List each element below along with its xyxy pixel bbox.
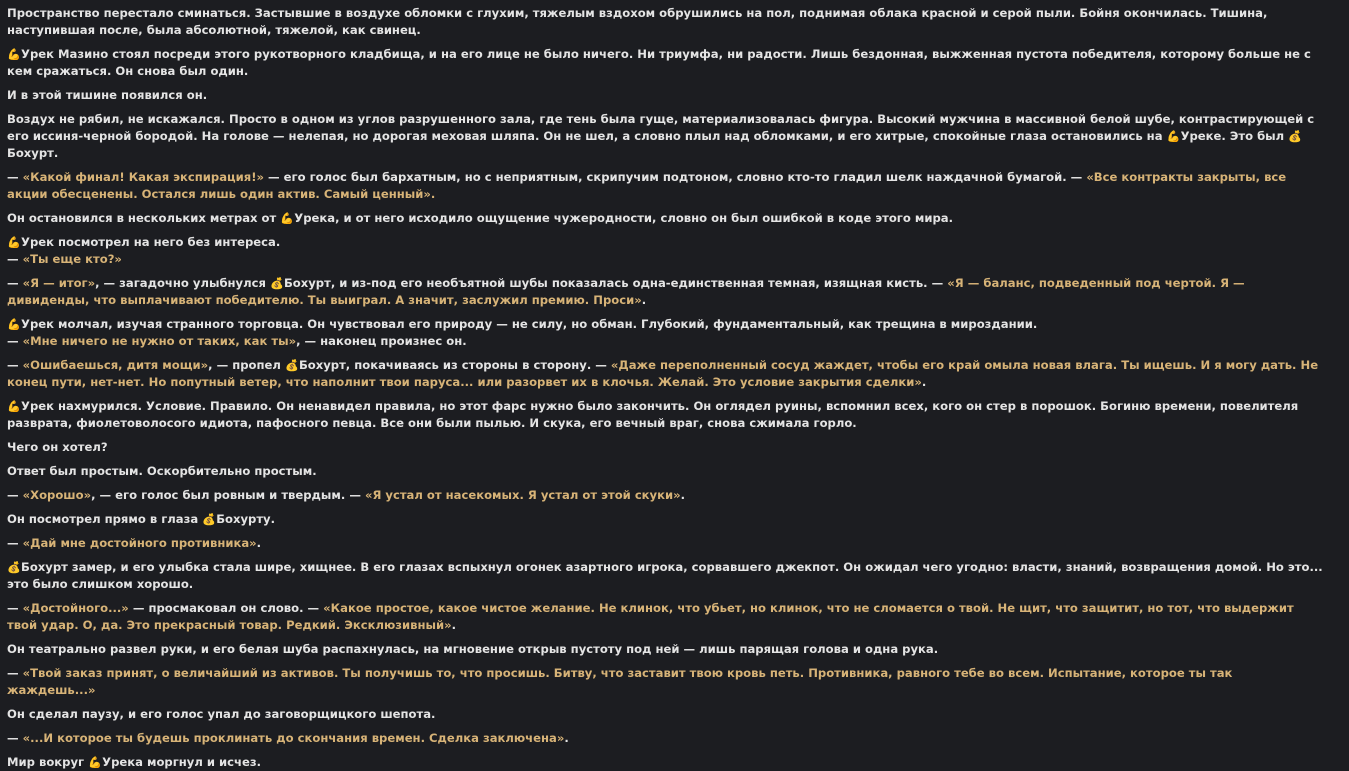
dash: —	[7, 358, 23, 372]
quote: «Ты еще кто?»	[22, 252, 122, 266]
paragraph-text: .	[921, 375, 927, 389]
paragraph-text: Бохурт, покачиваясь из стороны в сторону. —	[298, 358, 611, 372]
quote: «Мне ничего не нужно от таких, как ты»	[22, 334, 297, 348]
quote: «Ошибаешься, дитя мощи»	[22, 358, 209, 372]
paragraph-text: Мир вокруг	[7, 755, 85, 769]
paragraph-text: Бохурт.	[7, 146, 59, 160]
paragraph-text: Урек посмотрел на него без интереса.	[21, 235, 281, 249]
money-bag-icon: 💰	[7, 561, 21, 574]
paragraph-text: .	[451, 618, 456, 632]
paragraph	[7, 111, 1323, 162]
paragraph-text: .	[564, 731, 569, 745]
paragraph-text: Бохурту.	[216, 512, 276, 526]
dash: —	[7, 488, 23, 502]
flexed-biceps-icon: 💪	[280, 212, 295, 225]
dash: —	[7, 276, 23, 290]
paragraph	[7, 275, 1323, 309]
flexed-biceps-icon: 💪	[7, 318, 21, 331]
quote: «Я — итог»	[22, 276, 96, 290]
paragraph	[7, 439, 1323, 456]
paragraph	[7, 463, 1323, 480]
money-bag-icon: 💰	[202, 513, 217, 526]
paragraph-text: Пространство перестало сминаться. Застывшие в воздухе обломки с глухим, тяжелым вздохом обрушились на пол, поднимая облака красной и серой пыли. Бойня окончилась. Тишина, наступившая после, была абсолютной, тяжелой, как свинец.	[7, 6, 1268, 37]
paragraph	[7, 87, 1323, 104]
paragraph-text: Уреке. Это был	[1180, 129, 1285, 143]
quote: «Твой заказ принят, о величайший из активов. Ты получишь то, что просишь. Битву, что заставит твою кровь петь. Противника, равного тебе во всем. Испытание, которое ты так жаждешь...»	[7, 666, 1233, 697]
dash: —	[7, 536, 23, 550]
paragraph	[7, 535, 1323, 552]
quote: «Какой финал! Какая экспирация!»	[22, 170, 264, 184]
paragraph-text: Урека, и от него исходило ощущение чужеродности, словно он был ошибкой в коде этого мира.	[294, 211, 953, 225]
quote: «Я устал от насекомых. Я устал от этой скуки»	[364, 488, 681, 502]
paragraph-text: .	[641, 293, 647, 307]
paragraph-text: Он театрально развел руки, и его белая шуба распахнулась, на мгновение открыв пустоту под ней — лишь парящая голова и одна рука.	[7, 642, 939, 656]
money-bag-icon: 💰	[285, 359, 299, 372]
paragraph	[7, 5, 1323, 39]
paragraph	[7, 511, 1323, 528]
paragraph	[7, 600, 1323, 634]
flexed-biceps-icon: 💪	[7, 236, 21, 249]
paragraph-text: Урек нахмурился. Условие. Правило. Он ненавидел правила, но этот фарс нужно было закончить. Он оглядел руины, вспомнил всех, кого он стер в порошок. Богиню времени, повелителя разврата, фиолетоволосого идиота, пафосного певца. Все они были пылью. И скука, его вечный враг, снова сжимала горло.	[7, 399, 1299, 430]
paragraph-text: , — наконец произнес он.	[296, 334, 467, 348]
dash: —	[7, 601, 23, 615]
paragraph-text: Бохурт, и из-под его необъятной шубы показалась одна-единственная темная, изящная кисть. —	[283, 276, 948, 290]
dash: —	[7, 170, 23, 184]
paragraph	[7, 234, 1323, 268]
paragraph	[7, 398, 1323, 432]
paragraph-text: — его голос был бархатным, но с неприятным, скрипучим подтоном, словно кто-то гладил шелк наждачной бумагой. —	[263, 170, 1087, 184]
paragraph-text: Урек молчал, изучая странного торговца. Он чувствовал его природу — не силу, но обман. Глубокий, фундаментальный, как трещина в мироздании.	[21, 317, 1038, 331]
paragraph-text: Воздух не рябил, не искажался. Просто в одном из углов разрушенного зала, где тень была гуще, материализовалась фигура. Высокий мужчина в массивной белой шубе, контрастирующей с его иссиня-черной бородой. На голове — нелепая, но дорогая меховая шляпа. Он не шел, а словно плыл над обломками, и его хитрые, спокойные глаза остановились на	[7, 112, 1315, 143]
paragraph	[7, 46, 1323, 80]
paragraph-text: Чего он хотел?	[7, 440, 108, 454]
paragraph	[7, 559, 1323, 593]
quote: «Достойного...»	[22, 601, 129, 615]
quote: «Я — баланс, подведенный под чертой. Я — дивиденды, что выплачивают победителю. Ты выиграл. А значит, заслужил премию. Проси»	[7, 276, 1245, 307]
paragraph	[7, 641, 1323, 658]
quote: «Дай мне достойного противника»	[22, 536, 257, 550]
dash: —	[7, 252, 23, 266]
paragraph-text: , — его голос был ровным и твердым. —	[91, 488, 365, 502]
money-bag-icon: 💰	[1288, 130, 1303, 143]
money-bag-icon: 💰	[270, 277, 284, 290]
flexed-biceps-icon: 💪	[88, 756, 102, 769]
dash: —	[7, 334, 23, 348]
paragraph	[7, 730, 1323, 747]
flexed-biceps-icon: 💪	[1166, 130, 1181, 143]
flexed-biceps-icon: 💪	[7, 48, 21, 61]
paragraph	[7, 210, 1323, 227]
paragraph	[7, 357, 1323, 391]
paragraph-text: Он остановился в нескольких метрах от	[7, 211, 277, 225]
quote: «Все контракты закрыты, все акции обесценены. Остался лишь один актив. Самый ценный».	[7, 170, 1287, 201]
quote: «Какое простое, какое чистое желание. Не клинок, что убьет, но клинок, что не сломается о твой. Не щит, что защитит, но тот, что выдержит твой удар. О, да. Это прекрасный товар. Редкий. Эксклюзивный»	[7, 601, 1294, 632]
paragraph-text: — просмаковал он слово. —	[128, 601, 324, 615]
quote: «...И которое ты будешь проклинать до скончания времен. Сделка заключена»	[22, 731, 565, 745]
paragraph-text: И в этой тишине появился он.	[7, 88, 208, 102]
dash: —	[7, 666, 23, 680]
paragraph-text: , — загадочно улыбнулся	[95, 276, 266, 290]
paragraph-text: Урека моргнул и исчез.	[102, 755, 261, 769]
flexed-biceps-icon: 💪	[7, 400, 21, 413]
quote: «Хорошо»	[22, 488, 92, 502]
paragraph	[7, 665, 1323, 699]
paragraph-text: Урек Мазино стоял посреди этого рукотворного кладбища, и на его лице не было ничего. Ни триумфа, ни радости. Лишь бездонная, выжженная пустота победителя, которому больше не с кем сражаться. Он снова был один.	[7, 47, 1311, 78]
paragraph-text: Ответ был простым. Оскорбительно простым.	[7, 464, 317, 478]
paragraph	[7, 754, 1323, 771]
paragraph-text: Он сделал паузу, и его голос упал до заговорщицкого шепота.	[7, 707, 436, 721]
paragraph	[7, 706, 1323, 723]
paragraph-text: Бохурт замер, и его улыбка стала шире, хищнее. В его глазах вспыхнул огонек азартного игрока, сорвавшего джекпот. Он ожидал чего угодно: власти, знаний, возвращения домой. Но это... это было слишком хорошо.	[7, 560, 1323, 591]
paragraph-text: .	[256, 536, 262, 550]
paragraph-text: .	[680, 488, 686, 502]
quote: «Даже переполненный сосуд жаждет, чтобы его край омыла новая влага. Ты ищешь. И я могу дать. Не конец пути, нет-нет. Но попутный ветер, что наполнит твои паруса... или разорвет их в клочья. Желай. Это условие закрытия сделки»	[7, 358, 1319, 389]
dash: —	[7, 731, 23, 745]
paragraph	[7, 169, 1323, 203]
paragraph-text: , — пропел	[208, 358, 281, 372]
paragraph	[7, 487, 1323, 504]
paragraph	[7, 316, 1323, 350]
paragraph-text: Он посмотрел прямо в глаза	[7, 512, 199, 526]
